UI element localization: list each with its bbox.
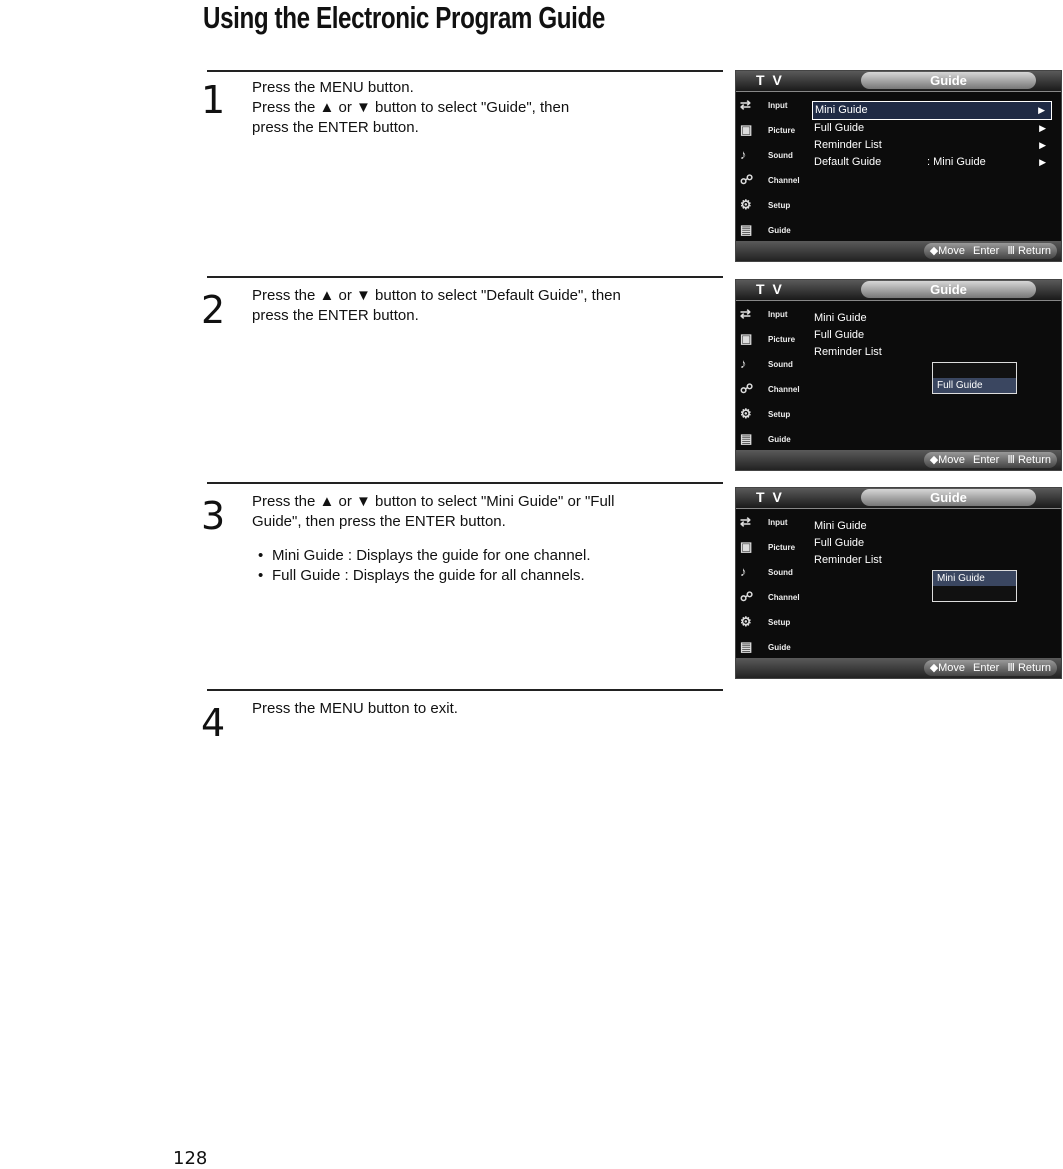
osd-sidebar-sound: ♪ Sound xyxy=(740,147,793,162)
instruction-line: press the ENTER button. xyxy=(252,307,419,324)
osd-sidebar-guide: ▤ Guide xyxy=(740,431,791,446)
arrow-right-icon: ▶ xyxy=(1039,140,1046,150)
tv-menu-screenshot-3 xyxy=(735,487,1062,679)
move-hint: ◆Move xyxy=(929,245,966,257)
guide-icon: ▤ xyxy=(740,639,753,654)
setup-icon: ⚙ xyxy=(740,614,752,629)
osd-sidebar-picture: ▣ Picture xyxy=(740,122,796,137)
osd-footer xyxy=(736,241,1061,261)
bullet-item: • Mini Guide : Displays the guide for one channel. xyxy=(252,546,614,566)
step-instructions xyxy=(252,699,458,719)
picture-icon: ▣ xyxy=(740,331,753,346)
osd-menu-item-reminder-list: Reminder List ▶ xyxy=(812,137,1052,154)
channel-icon: ☍ xyxy=(740,381,754,396)
osd-header xyxy=(736,71,1061,92)
osd-guide-tab: Guide xyxy=(861,72,1036,89)
osd-sidebar xyxy=(738,304,808,454)
popup-option-blank xyxy=(933,586,1016,601)
default-guide-popup xyxy=(932,362,1017,394)
sound-icon: ♪ xyxy=(740,356,747,371)
guide-icon: ▤ xyxy=(740,431,753,446)
step-divider xyxy=(207,689,723,691)
enter-hint: Enter xyxy=(973,662,1000,674)
osd-sidebar-input: ⇄ Input xyxy=(740,514,788,529)
osd-menu-item-mini-guide: Mini Guide ▶ xyxy=(812,101,1052,120)
setup-icon: ⚙ xyxy=(740,406,752,421)
osd-guide-tab: Guide xyxy=(861,281,1036,298)
enter-hint: Enter xyxy=(973,454,1000,466)
page-title: Using the Electronic Program Guide xyxy=(203,0,605,35)
instruction-line: Press the ▲ or ▼ button to select "Guide", then xyxy=(252,99,570,116)
osd-menu-item-full-guide: Full Guide xyxy=(814,537,865,549)
step-number: 4 xyxy=(201,701,226,745)
instruction-line: Press the ▲ or ▼ button to select "Default Guide", then xyxy=(252,287,621,304)
popup-option-blank xyxy=(933,363,1016,378)
arrow-right-icon: ▶ xyxy=(1038,105,1045,115)
osd-footer-buttons xyxy=(924,243,1057,259)
step-divider xyxy=(207,276,723,278)
guide-icon: ▤ xyxy=(740,222,753,237)
osd-sidebar xyxy=(738,512,808,662)
osd-guide-tab: Guide xyxy=(861,489,1036,506)
step-number: 1 xyxy=(201,78,226,122)
osd-footer xyxy=(736,450,1061,470)
osd-tv-label: T V xyxy=(756,72,784,88)
arrow-right-icon: ▶ xyxy=(1039,157,1046,167)
return-hint: Ⅲ Return xyxy=(1007,662,1051,674)
osd-menu-item-full-guide: Full Guide xyxy=(814,329,865,341)
step-divider xyxy=(207,70,723,72)
page-number: 128 xyxy=(173,1148,208,1169)
step-number: 2 xyxy=(201,288,226,332)
osd-footer-buttons xyxy=(924,660,1057,676)
osd-menu-item-reminder-list: Reminder List xyxy=(814,554,882,566)
input-icon: ⇄ xyxy=(740,306,751,321)
osd-sidebar-picture: ▣ Picture xyxy=(740,331,796,346)
step-instructions xyxy=(252,78,569,138)
osd-sidebar-setup: ⚙ Setup xyxy=(740,406,791,421)
osd-sidebar-input: ⇄ Input xyxy=(740,306,788,321)
setup-icon: ⚙ xyxy=(740,197,752,212)
sound-icon: ♪ xyxy=(740,147,747,162)
osd-sidebar-input: ⇄ Input xyxy=(740,97,788,112)
return-hint: Ⅲ Return xyxy=(1007,454,1051,466)
osd-menu-list xyxy=(812,518,1052,569)
osd-sidebar-guide: ▤ Guide xyxy=(740,222,791,237)
osd-sidebar-channel: ☍ Channel xyxy=(740,589,800,604)
step-number: 3 xyxy=(201,494,226,538)
osd-menu-item-reminder-list: Reminder List xyxy=(814,346,882,358)
popup-option-full-guide: Full Guide xyxy=(933,378,1016,393)
osd-footer-buttons xyxy=(924,452,1057,468)
osd-sidebar-setup: ⚙ Setup xyxy=(740,614,791,629)
osd-menu-list xyxy=(812,310,1052,361)
instruction-line: Guide", then press the ENTER button. xyxy=(252,513,506,530)
sound-icon: ♪ xyxy=(740,564,747,579)
step-instructions xyxy=(252,492,614,586)
osd-sidebar-channel: ☍ Channel xyxy=(740,172,800,187)
default-guide-popup xyxy=(932,570,1017,602)
tv-menu-screenshot-1 xyxy=(735,70,1062,262)
picture-icon: ▣ xyxy=(740,539,753,554)
tv-menu-screenshot-2 xyxy=(735,279,1062,471)
input-icon: ⇄ xyxy=(740,97,751,112)
instruction-line: Press the ▲ or ▼ button to select "Mini Guide" or "Full xyxy=(252,493,615,510)
channel-icon: ☍ xyxy=(740,589,754,604)
enter-hint: Enter xyxy=(973,245,1000,257)
osd-tv-label: T V xyxy=(756,489,784,505)
return-hint: Ⅲ Return xyxy=(1007,245,1051,257)
osd-header xyxy=(736,280,1061,301)
channel-icon: ☍ xyxy=(740,172,754,187)
osd-sidebar-guide: ▤ Guide xyxy=(740,639,791,654)
instruction-line: Press the MENU button to exit. xyxy=(252,700,458,717)
osd-menu-item-full-guide: Full Guide ▶ xyxy=(812,120,1052,137)
step-instructions xyxy=(252,286,621,326)
osd-sidebar xyxy=(738,95,808,245)
osd-sidebar-picture: ▣ Picture xyxy=(740,539,796,554)
picture-icon: ▣ xyxy=(740,122,753,137)
step-divider xyxy=(207,482,723,484)
osd-sidebar-sound: ♪ Sound xyxy=(740,356,793,371)
arrow-right-icon: ▶ xyxy=(1039,123,1046,133)
bullet-item: • Full Guide : Displays the guide for all channels. xyxy=(252,566,614,586)
bullet-list xyxy=(252,546,614,586)
instruction-line: press the ENTER button. xyxy=(252,119,419,136)
osd-menu-item-default-guide: Default Guide : Mini Guide ▶ xyxy=(812,154,1052,171)
osd-sidebar-sound: ♪ Sound xyxy=(740,564,793,579)
osd-sidebar-channel: ☍ Channel xyxy=(740,381,800,396)
osd-footer xyxy=(736,658,1061,678)
osd-tv-label: T V xyxy=(756,281,784,297)
osd-header xyxy=(736,488,1061,509)
osd-menu-item-mini-guide: Mini Guide xyxy=(814,312,867,324)
osd-sidebar-setup: ⚙ Setup xyxy=(740,197,791,212)
move-hint: ◆Move xyxy=(929,662,966,674)
popup-option-mini-guide: Mini Guide xyxy=(933,571,1016,586)
input-icon: ⇄ xyxy=(740,514,751,529)
move-hint: ◆Move xyxy=(929,454,966,466)
default-guide-value: : Mini Guide xyxy=(927,156,986,168)
osd-menu-item-mini-guide: Mini Guide xyxy=(814,520,867,532)
instruction-line: Press the MENU button. xyxy=(252,79,414,96)
osd-menu-list xyxy=(812,101,1052,171)
